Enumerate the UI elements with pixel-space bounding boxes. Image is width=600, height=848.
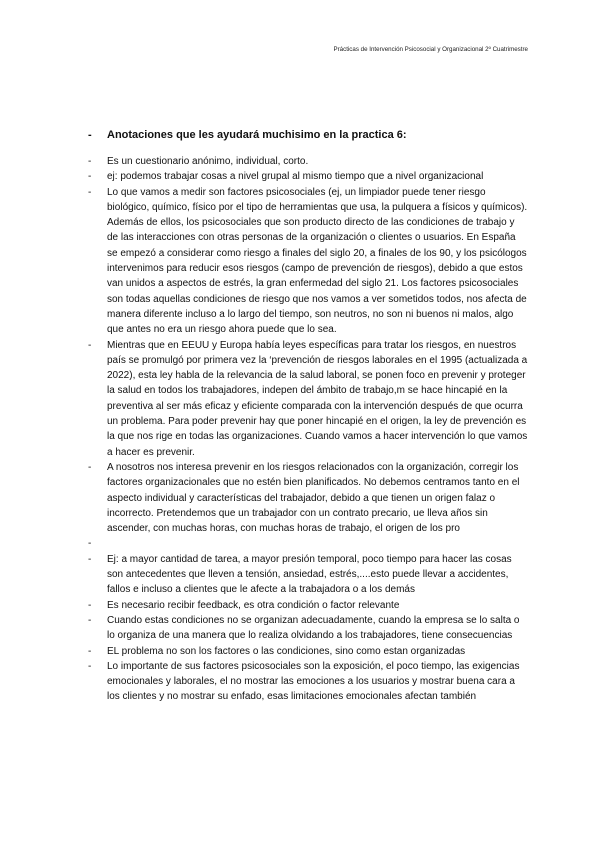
list-item [88,185,528,338]
bullet-marker: - [88,660,92,672]
section-heading [88,128,528,143]
list-item [88,460,528,536]
bullet-marker: - [88,599,92,611]
bullet-marker: - [88,129,92,141]
list-item [88,644,528,659]
list-item-empty [88,536,528,551]
list-item-text: A nosotros nos interesa prevenir en los riesgos relacionados con la organización, corregir los factores organizacionales que no estén bien planificados. No debemos centramos tanto en el aspecto individual y características del trabajador, debido a que tienen un origen falaz o incorrecto. Pretendemos que un trabajador con un contrato precario, ue lleva años sin ascender, con muchas horas, con muchas horas de trabajo, el origen de los pro [107,461,520,535]
list-item-text: Es un cuestionario anónimo, individual, corto. [107,156,309,167]
list-item-text: Cuando estas condiciones no se organizan adecuadamente, cuando la empresa se lo salta o lo organiza de una manera que lo realiza olvidando a los trabajadores, tiene consecuencias [107,614,520,642]
list-item [88,552,528,598]
bullet-marker: - [88,553,92,565]
heading-text: Anotaciones que les ayudará muchisimo en la practica 6: [107,129,407,141]
list-item-text: ej: podemos trabajar cosas a nivel grupal al mismo tiempo que a nivel organizacional [107,171,484,183]
bullet-marker: - [88,156,92,167]
list-item [88,154,528,169]
list-item [88,169,528,184]
bullet-marker: - [88,171,92,183]
list-item-text: Mientras que en EEUU y Europa había leyes específicas para tratar los riesgos, en nuestros país se promulgó por primera vez la ‘prevención de riesgos laborales en el 1995 (actualizada a 2022), esta ley habla de la relevancia de la salud laboral, se ponen foco en prevenir y proteger la salud en todos los trabajadores, indepen del ámbito de trabajo,m se hace hincapié en la preventiva al ser más eficaz y eficiente comparada con la intervención después de que ocurra un problema. Para poder prevenir hay que poner hincapié en el origen, la ley de prevención es la que nos rige en todas las organizaciones. Cuando vamos a hacer intervención lo que vamos a hacer es prevenir. [107,339,528,458]
bullet-marker: - [88,461,92,473]
bullet-marker: - [88,538,92,550]
list-item-text: Ej: a mayor cantidad de tarea, a mayor presión temporal, poco tiempo para hacer las cosas son antecedentes que lleven a tensión, ansiedad, estrés,....esto puede llevar a accidentes, fallos e incluso a clientes que le afecte a la trabajadora o a los demás [107,553,512,596]
list-item [88,613,528,644]
bullet-marker: - [88,645,92,657]
list-item-text: EL problema no son los factores o las condiciones, sino como estan organizadas [107,645,466,657]
list-item [88,659,528,705]
document-body [88,128,528,705]
running-header: Prácticas de Intervención Psicosocial y Organizacional 2º Cuatrimestre [333,46,528,53]
list-item [88,598,528,613]
bullet-marker: - [88,339,92,351]
bullet-marker: - [88,614,92,626]
list-item-text: Lo importante de sus factores psicosociales son la exposición, el poco tiempo, las exigencias emocionales y laborales, el no mostrar las emociones a los usuarios y mostrar buena cara a los clientes y no mostrar su enfado, esas limitaciones emocionales afectan también [107,660,520,703]
list-item-text: Es necesario recibir feedback, es otra condición o factor relevante [107,599,400,611]
bullet-marker: - [88,186,92,198]
notes-list [88,154,528,705]
list-item-text: Lo que vamos a medir son factores psicosociales (ej, un limpiador puede tener riesgo biológico, químico, físico por el tipo de herramientas que usa, la pulquera a físicos y químicos). Además de ellos, los psicosociales que son producto directo de las condiciones de trabajo y de las interacciones con otras personas de la organización o clientes o usuarios. En España se empezó a considerar como riesgo a finales del siglo 20, a finales de los 90, y los psicólogos intervenimos para reducir esos riesgos (campo de prevención de riesgos), debido a que estos van unidos a aspectos de estrés, la gran enfermedad del siglo 21. Los factores psicosociales son todas aquellas condiciones de riesgo que nos vamos a ver sometidos todos, nos afecta de manera diferente incluso a lo largo del tiempo, son neutros, no son ni buenos ni malos, algo que antes no era un riesgo ahora puede que lo sea. [107,186,528,336]
list-item-text [107,536,528,551]
list-item [88,338,528,460]
